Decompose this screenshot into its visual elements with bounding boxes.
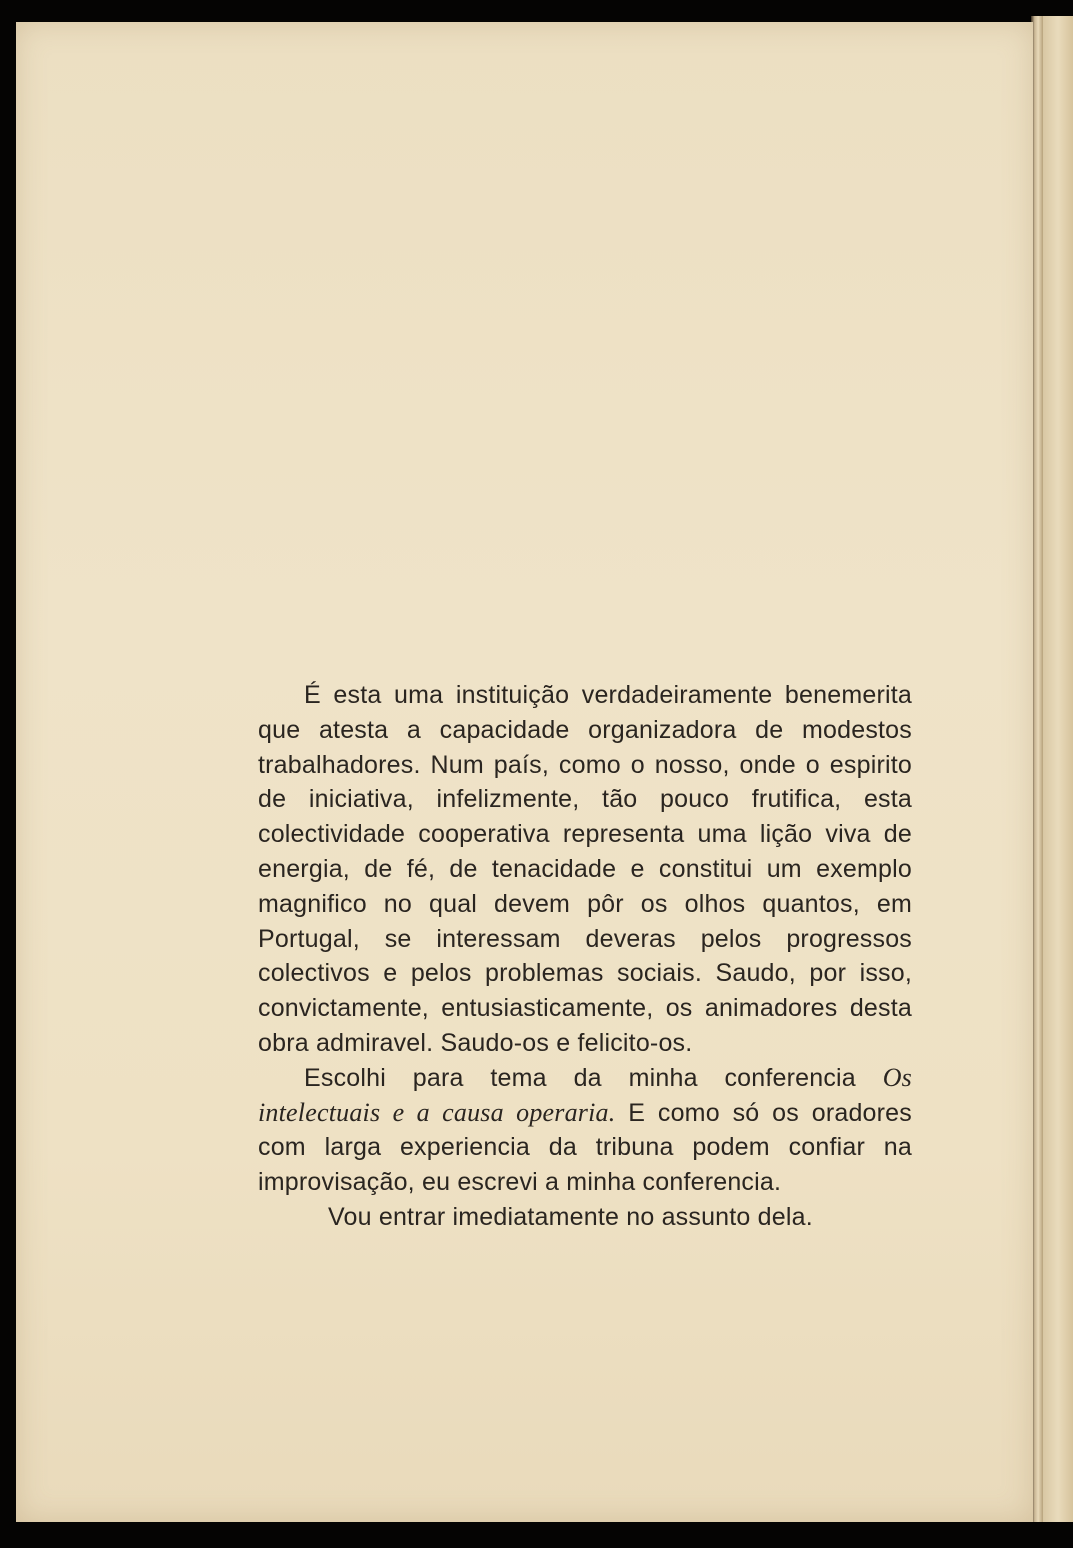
paragraph-2-start: Escolhi para tema da minha conferencia [304,1063,883,1092]
paragraph-1: É esta uma instituição verdadeiramente benemerita que atesta a capacidade organizadora de modestos trabalhadores. Num país, como o nosso, onde o espirito de iniciativa, infelizmente, tão pouco frutifica, esta colectividade cooperativa representa uma lição viva de energia, de fé, de tenacidade e constitui um exemplo magnifico no qual devem pôr os olhos quantos, em Portugal, se interessam deveras pelos progressos colectivos e pelos problemas sociais. Saudo, por isso, convictamente, entusiasticamente, os animadores desta obra admiravel. Saudo-os e felicito-os. [258,681,912,1057]
paragraph-2-end: E como só os oradores com larga experiencia da tribuna podem confiar na improvisação, eu escrevi a minha conferencia. [258,1098,912,1197]
adjacent-page-edge [1043,16,1073,1522]
lecture-title: Os intelectuais e a causa operaria. [258,1062,912,1127]
paragraph-2 [258,1061,912,1200]
paragraph-3: Vou entrar imediatamente no assunto dela. [328,1202,813,1231]
body-text [258,678,912,1235]
